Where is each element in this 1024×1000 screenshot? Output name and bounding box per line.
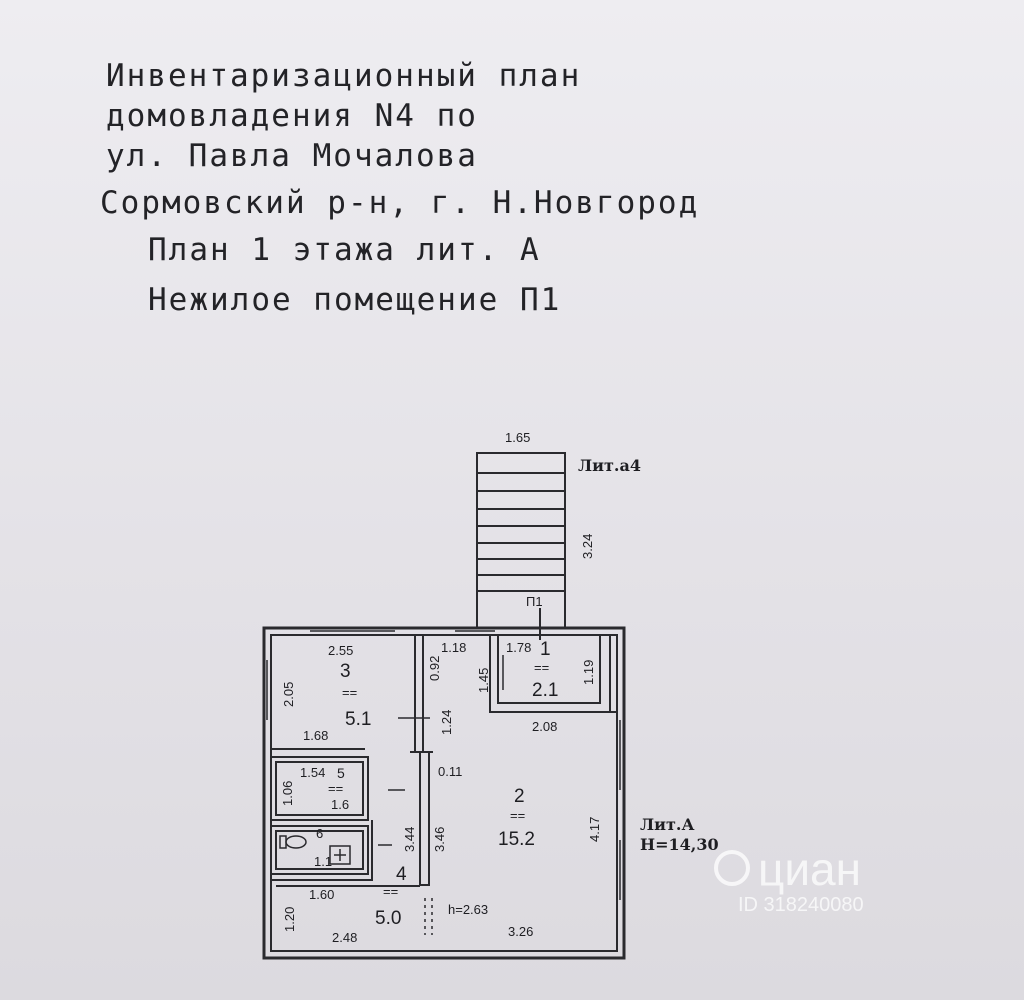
title-line-2: домовладения N4 по — [106, 98, 478, 134]
room-5-sep: == — [328, 781, 344, 796]
dim-011: 0.11 — [438, 764, 463, 779]
title-line-1: Инвентаризационный план — [106, 58, 582, 94]
title-line-5: План 1 этажа лит. А — [148, 232, 541, 268]
cian-watermark — [716, 843, 864, 916]
dim-r4-width: 1.60 — [309, 887, 335, 902]
room-4-area: 5.0 — [375, 908, 402, 929]
title-line-6: Нежилое помещение П1 — [148, 282, 562, 318]
room-5-number: 5 — [337, 765, 345, 781]
title-line-4: Сормовский р-н, г. Н.Новгород — [100, 185, 700, 221]
room-4-sep: == — [383, 884, 399, 899]
room-1-sep: == — [534, 660, 550, 675]
dim-r5-width: 1.54 — [300, 765, 326, 780]
room-2-sep: == — [510, 808, 526, 823]
title-line-3: ул. Павла Мочалова — [106, 138, 478, 174]
dim-092: 0.92 — [427, 655, 442, 681]
dim-r3-height: 2.05 — [281, 681, 296, 707]
dim-124: 1.24 — [439, 709, 454, 735]
dim-r1-height: 1.19 — [581, 659, 596, 685]
dim-r1-bottom: 2.08 — [532, 719, 558, 734]
label-lit-a4: Лит.а4 — [578, 456, 641, 475]
watermark-brand: циан — [758, 843, 862, 895]
dim-r4-bottom: 2.48 — [332, 930, 358, 945]
stair-structure — [477, 453, 565, 640]
label-entrance: П1 — [526, 594, 543, 609]
room-4-number: 4 — [396, 864, 407, 885]
room-6-number: 6 — [316, 826, 324, 841]
label-lit-a: Лит.А — [640, 815, 695, 834]
dim-r3-bottom: 1.68 — [303, 728, 329, 743]
room-2-number: 2 — [514, 786, 525, 807]
ceiling-height: h=2.63 — [448, 902, 489, 917]
room-3-area: 5.1 — [345, 709, 372, 730]
toilet-icon — [280, 836, 306, 848]
dim-stair-length: 3.24 — [580, 533, 595, 559]
sink-icon — [330, 846, 350, 864]
room-1-area: 2.1 — [532, 680, 559, 701]
cian-logo-icon — [716, 852, 748, 884]
room-2-area: 15.2 — [498, 829, 535, 850]
outer-walls — [264, 628, 624, 958]
dim-r1-width: 1.78 — [506, 640, 532, 655]
dim-145: 1.45 — [476, 667, 491, 693]
dim-r2-bottom: 3.26 — [508, 924, 534, 939]
room-3-number: 3 — [340, 661, 351, 682]
dim-r4-height: 1.20 — [282, 906, 297, 932]
dim-344: 3.44 — [402, 826, 417, 852]
room-6-area: 1.1 — [314, 854, 333, 869]
dim-stair-width: 1.65 — [505, 430, 531, 445]
room-3-sep: == — [342, 685, 358, 700]
dim-r3-width: 2.55 — [328, 643, 354, 658]
room-5-area: 1.6 — [331, 797, 350, 812]
label-building-height: H=14,30 — [640, 835, 719, 854]
dim-r2-height: 4.17 — [587, 816, 602, 842]
dim-346: 3.46 — [432, 826, 447, 852]
dim-118: 1.18 — [441, 640, 467, 655]
room-1-number: 1 — [540, 639, 551, 660]
dim-r5-height: 1.06 — [280, 780, 295, 806]
watermark-id: ID 318240080 — [738, 894, 864, 916]
